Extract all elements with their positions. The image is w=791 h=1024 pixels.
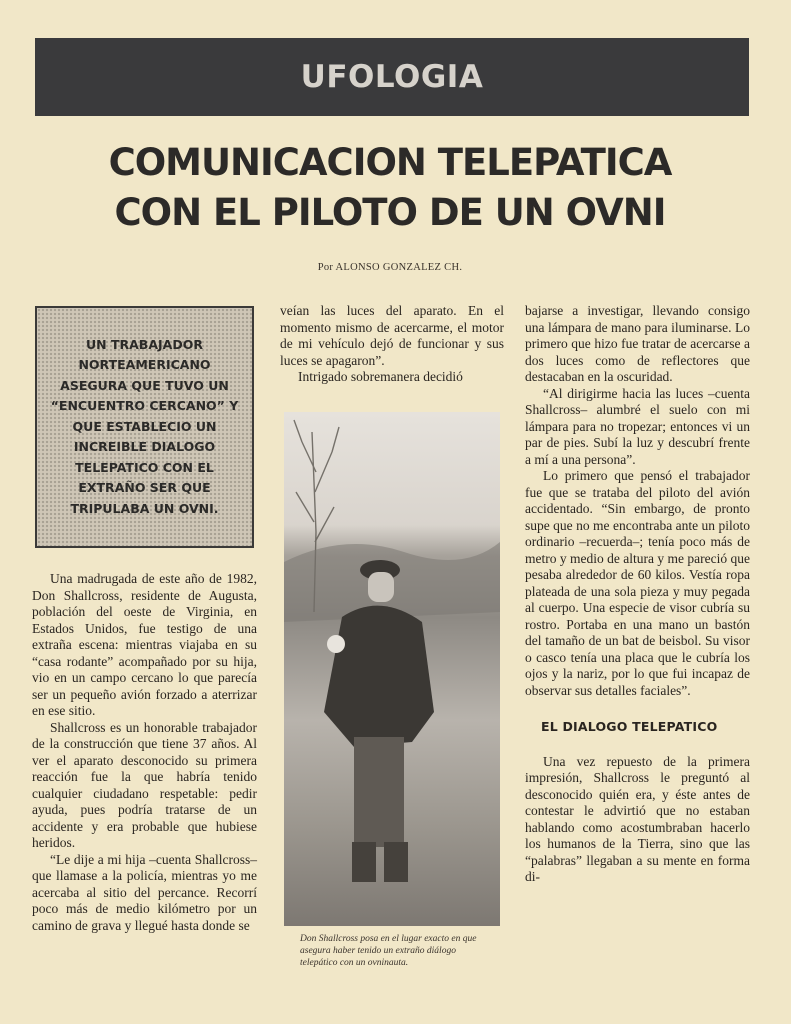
paragraph: Shallcross es un honorable trabajador de la construcción que tiene 37 años. Al ver el aparato desconocido su primera reacción fue la que habría tenido cualquier ciudadano respetable: pedir ayuda, pues podría tratarse de un accidente y era probable que hubiese heridos.: [32, 719, 257, 850]
paragraph: bajarse a investigar, llevando consigo una lámpara de mano para iluminarse. Lo primero que hizo fue tratar de acercarse a dos luces como de reflectores que destacaban en la oscuridad.: [525, 303, 750, 384]
section-subheading: EL DIALOGO TELEPATICO: [541, 719, 718, 734]
byline: Por ALONSO GONZALEZ CH.: [317, 262, 463, 273]
paragraph: Intrigado sobremanera decidió: [298, 369, 463, 384]
column-2: [280, 303, 504, 386]
paragraph: “Al dirigirme hacia las luces –cuenta Shallcross– alumbré el suelo con mi lámpara para no tropezar; entonces vi un par de pies. Subí la luz y descubrí frente a mí a una persona”.: [525, 385, 750, 467]
column-1: [32, 571, 257, 934]
article-headline: [60, 138, 720, 238]
pull-quote-box: [35, 306, 254, 548]
paragraph: veían las luces del aparato. En el momento mismo de acercarme, el motor de mi vehículo dejó de funcionar y sus luces se apagaron”.: [280, 303, 504, 368]
paragraph: “Le dije a mi hija –cuenta Shallcross– que llamase a la policía, mientras yo me acercaba al sitio del percance. Recorrí poco más de medio kilómetro por un camino de grava y llegué hasta donde se: [32, 851, 257, 933]
column-3: [525, 303, 750, 886]
paragraph: Una madrugada de este año de 1982, Don Shallcross, residente de Augusta, población del oeste de Virginia, en Estados Unidos, fue testigo de una extraña escena: mientras viajaba en su “casa rodante” acompañado por su hija, vio en un campo cercano lo que parecía ser un pequeño avión forzado a aterrizar en ese sitio.: [32, 571, 257, 718]
section-banner: [35, 38, 749, 116]
article-photo: [284, 412, 500, 926]
headline-line-1: COMUNICACION TELEPATICA: [108, 141, 672, 184]
paragraph: Lo primero que pensó el trabajador fue que se trataba del piloto del avión accidentado. “Sin embargo, de pronto supe que no me encontraba ante un piloto ordinario –recuerda–; tenía poco más de metro y medio de altura y me pareció que pesaba alrededor de 60 kilos. Vestía ropa plateada de una sola pieza y muy pegada al cuerpo. Una especie de visor cubría su rostro. Portaba en una mano un bastón del tamaño de un bat de beisbol. Su visor o casco tenía una placa que le cubría los ojos y la nariz, por lo que fui incapaz de observar sus detalles faciales”.: [525, 468, 750, 698]
headline-line-2: CON EL PILOTO DE UN OVNI: [114, 191, 666, 234]
photo-illustration: [284, 412, 500, 926]
photo-caption: Don Shallcross posa en el lugar exacto en que asegura haber tenido un extraño diálogo telepático con un ovninauta.: [300, 934, 477, 968]
paragraph: Una vez repuesto de la primera impresión, Shallcross le preguntó al desconocido quién era, y éste antes de contestar le advirtió que no estaban hablando como acostumbraban hacerlo los humanos de la Tierra, sino que las “palabras” llegaban a su mente en forma di-: [525, 753, 750, 884]
pull-quote-text: UN TRABAJADOR NORTEAMERICANO ASEGURA QUE TUVO UN “ENCUENTRO CERCANO” Y QUE ESTABLECIO UN INCREIBLE DIALOGO TELEPATICO CON EL EXTRAÑO SER QUE TRIPULABA UN OVNI.: [50, 336, 239, 516]
section-title: UFOLOGIA: [300, 59, 484, 95]
